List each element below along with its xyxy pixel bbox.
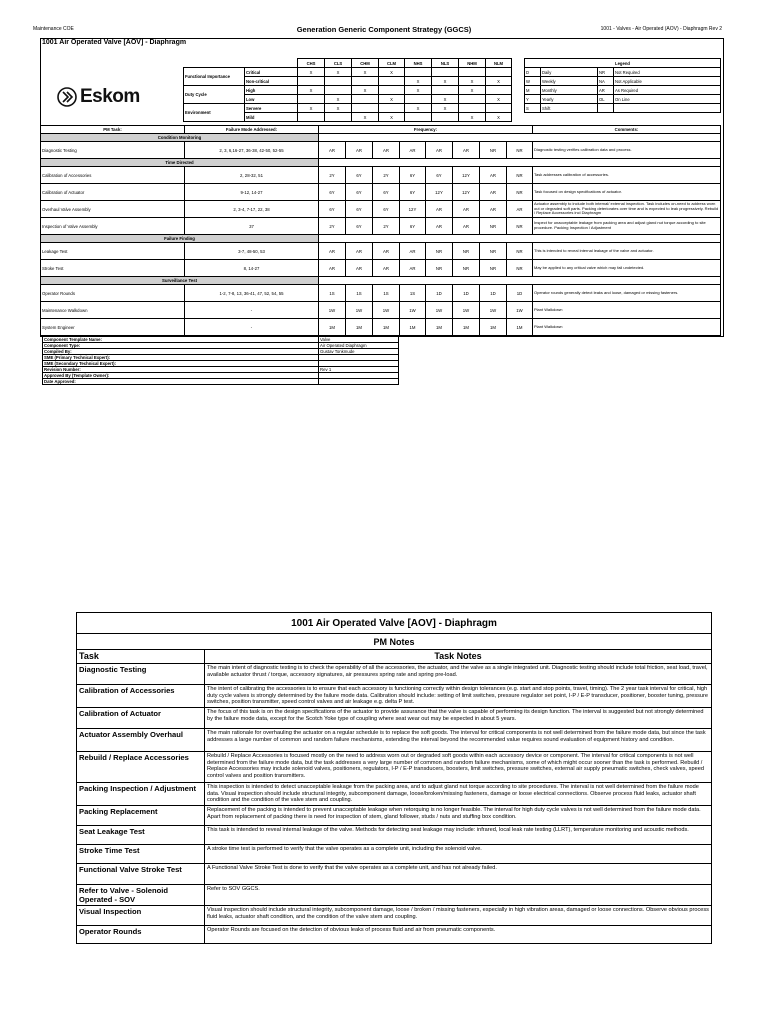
notes-col-notes: Task Notes bbox=[205, 650, 712, 664]
legend-cell: OL bbox=[598, 95, 614, 104]
criteria-mark bbox=[352, 95, 379, 104]
info-label: Approved By (Template Owner): bbox=[43, 373, 319, 379]
notes-task: Packing Inspection / Adjustment bbox=[77, 783, 205, 806]
legend-cell: NA bbox=[598, 77, 614, 86]
criteria-mark bbox=[325, 86, 352, 95]
notes-row bbox=[77, 885, 712, 906]
notes-subtitle: PM Notes bbox=[77, 634, 712, 650]
criteria-mark: X bbox=[405, 104, 432, 113]
notes-text: Visual inspection should include structural integrity, subcomponent damage, loose / broken / missing fasteners, especially in high vibration areas, damaged or loose connections. Observe obvious process fluid leaks, actuator shaft condition, and the condition of the valve stem and coupling. bbox=[205, 906, 712, 926]
frequency-cell: AR bbox=[426, 218, 453, 235]
info-label: Component Type: bbox=[43, 343, 319, 349]
legend-cell: NR bbox=[598, 68, 614, 77]
notes-col-task: Task bbox=[77, 650, 205, 664]
criteria-mark bbox=[379, 104, 405, 113]
frequency-cell: NR bbox=[507, 243, 533, 260]
task-row bbox=[41, 184, 721, 201]
criteria-table bbox=[183, 58, 512, 122]
task-comment: Plant Walkdown bbox=[533, 302, 721, 319]
frequency-cell: 6Y bbox=[400, 167, 426, 184]
frequency-cell: 12Y bbox=[453, 167, 480, 184]
frequency-cell: 1M bbox=[426, 319, 453, 336]
notes-text: This task is intended to reveal internal leakage of the valve. Methods for detecting seat leakage may include: infrared, local leak rate testing (LLRT), temperature monitoring and acoustic methods. bbox=[205, 826, 712, 845]
frequency-cell: 1M bbox=[400, 319, 426, 336]
criteria-mark: X bbox=[459, 113, 486, 122]
criteria-mark: X bbox=[379, 113, 405, 122]
task-name: Operator Rounds bbox=[41, 285, 185, 302]
template-info-table bbox=[42, 336, 399, 385]
criteria-mark: X bbox=[352, 113, 379, 122]
criteria-mark bbox=[379, 77, 405, 86]
frequency-cell: 1D bbox=[507, 285, 533, 302]
frequency-cell: 1W bbox=[507, 302, 533, 319]
failure-modes: 1-2, 7-8, 13, 36-41, 47, 52, 54, 55 bbox=[185, 285, 319, 302]
notes-text: The main rationale for overhauling the actuator on a regular schedule is to replace the soft goods. The interval for critical components is not well determined from the failure mode data, but since the task addresses a large number of common and random failure mechanisms, extending the interval beyond the recommended value requires sound evaluation of equipment history and condition. bbox=[205, 729, 712, 752]
frequency-cell: 12Y bbox=[426, 184, 453, 201]
notes-task: Seat Leakage Test bbox=[77, 826, 205, 845]
frequency-cell: 1M bbox=[453, 319, 480, 336]
legend-cell bbox=[614, 104, 721, 113]
criteria-mark bbox=[486, 86, 512, 95]
frequency-cell: 1W bbox=[426, 302, 453, 319]
criteria-mark bbox=[486, 68, 512, 77]
failure-modes: - bbox=[185, 302, 319, 319]
station-header: NLS bbox=[432, 59, 459, 68]
task-row bbox=[41, 201, 721, 218]
frequency-cell: NR bbox=[480, 218, 507, 235]
frequency-cell: AR bbox=[400, 243, 426, 260]
criteria-mark bbox=[432, 68, 459, 77]
notes-text: Rebuild / Replace Accessories is focused mostly on the need to address worn out or degraded soft goods within each accessory device or component. The interval for critical components is not well determined from the failure mode data, but the task addresses a very large number of common and random failure mechanisms, some of which might occur sooner than the task is performed. Rebuild / Replace Accessories may include solenoid valves, positioners, regulators, I-P / E-P transducers, boosters, limit switches, pressure switches, external air supply pneumatic switches, check valves, speed control valves and position transmitters. bbox=[205, 752, 712, 783]
criteria-mark bbox=[325, 77, 352, 86]
frequency-cell: AR bbox=[373, 142, 400, 159]
task-name: Calibration of Accessories bbox=[41, 167, 185, 184]
task-comment: Actuator assembly to include both internal/ external inspection. Task includes on-need to address worn out or degraded soft parts. Packing deteriorates over time and is expected to leak progressively. Rebuild / Replace Accessories incl Diaphragm bbox=[533, 201, 721, 218]
frequency-cell: NR bbox=[507, 142, 533, 159]
notes-text: A Functional Valve Stroke Test is done to verify that the valve operates as a complete unit, and has not already failed. bbox=[205, 864, 712, 885]
frequency-cell: NR bbox=[480, 243, 507, 260]
criteria-mark: X bbox=[432, 104, 459, 113]
notes-task: Visual Inspection bbox=[77, 906, 205, 926]
frequency-cell: AR bbox=[346, 243, 373, 260]
eskom-emblem-icon bbox=[57, 87, 77, 107]
info-label: Date Approved: bbox=[43, 379, 319, 385]
frequency-cell: NR bbox=[426, 243, 453, 260]
info-label: Revision Number: bbox=[43, 367, 319, 373]
legend-cell: Monthly bbox=[541, 86, 598, 95]
frequency-cell: 6Y bbox=[346, 184, 373, 201]
section-header: Condition Monitoring bbox=[41, 134, 319, 142]
task-comment: This is intended to reveal internal leakage of the valve and actuator. bbox=[533, 243, 721, 260]
info-value: Air Operated Diaphragm bbox=[319, 343, 399, 349]
criteria-mark: X bbox=[432, 95, 459, 104]
info-value: Valve bbox=[319, 337, 399, 343]
frequency-cell: 1M bbox=[319, 319, 346, 336]
criteria-mark: X bbox=[298, 86, 325, 95]
frequency-cell: 1W bbox=[480, 302, 507, 319]
criteria-mark bbox=[298, 77, 325, 86]
criteria-blank bbox=[184, 59, 298, 68]
criteria-mark bbox=[459, 95, 486, 104]
task-name: Leakage Test bbox=[41, 243, 185, 260]
notes-text: The focus of this task is on the design specifications of the actuator to provide assurance that the valve is capable of performing its design function. The interval is suggested but not strongly determined by the failure mode data, except for the Scotch Yoke type of coupling where seat wear out may be expected in about 5 years. bbox=[205, 708, 712, 729]
task-row bbox=[41, 319, 721, 336]
task-row bbox=[41, 302, 721, 319]
pm-task-table bbox=[40, 125, 721, 336]
failure-modes: 2, 3, 6,16-27, 36-38, 42-50, 52-55 bbox=[185, 142, 319, 159]
legend-cell: D bbox=[525, 68, 541, 77]
legend-table bbox=[524, 58, 721, 113]
station-header: NHM bbox=[459, 59, 486, 68]
frequency-cell: 2Y bbox=[319, 167, 346, 184]
notes-task: Rebuild / Replace Accessories bbox=[77, 752, 205, 783]
criteria-level: Critical bbox=[245, 68, 298, 77]
frequency-cell: 1M bbox=[507, 319, 533, 336]
frequency-cell: 1S bbox=[400, 285, 426, 302]
frequency-cell: AR bbox=[426, 142, 453, 159]
section-spacer bbox=[319, 277, 721, 285]
legend-cell: S bbox=[525, 104, 541, 113]
frequency-cell: AR bbox=[480, 184, 507, 201]
frequency-cell: 6Y bbox=[319, 184, 346, 201]
frequency-cell: 1M bbox=[480, 319, 507, 336]
criteria-mark: X bbox=[379, 68, 405, 77]
criteria-mark bbox=[325, 113, 352, 122]
legend-cell: Y bbox=[525, 95, 541, 104]
info-label: SME (Secondary Technical Expert): bbox=[43, 361, 319, 367]
criteria-mark bbox=[298, 113, 325, 122]
notes-row bbox=[77, 752, 712, 783]
criteria-mark bbox=[432, 86, 459, 95]
frequency-cell: NR bbox=[507, 260, 533, 277]
station-header: CHS bbox=[298, 59, 325, 68]
section-spacer bbox=[319, 134, 721, 142]
frequency-cell: 1S bbox=[346, 285, 373, 302]
frequency-cell: 1W bbox=[346, 302, 373, 319]
criteria-mark: X bbox=[379, 95, 405, 104]
criteria-mark: X bbox=[352, 68, 379, 77]
eskom-logo bbox=[57, 86, 140, 108]
frequency-cell: 1S bbox=[373, 285, 400, 302]
notes-row bbox=[77, 864, 712, 885]
notes-row bbox=[77, 708, 712, 729]
failure-modes: 2, 28-32, 51 bbox=[185, 167, 319, 184]
info-label: SME (Primary Technical Expert): bbox=[43, 355, 319, 361]
info-label: Compiled By: bbox=[43, 349, 319, 355]
criteria-mark: X bbox=[325, 68, 352, 77]
frequency-cell: AR bbox=[453, 218, 480, 235]
notes-row bbox=[77, 845, 712, 864]
frequency-cell: 1S bbox=[319, 285, 346, 302]
frequency-cell: 1W bbox=[373, 302, 400, 319]
frequency-cell: 1M bbox=[346, 319, 373, 336]
criteria-mark: X bbox=[432, 77, 459, 86]
notes-task: Functional Valve Stroke Test bbox=[77, 864, 205, 885]
frequency-cell: NR bbox=[480, 260, 507, 277]
station-header: CHM bbox=[352, 59, 379, 68]
frequency-cell: NR bbox=[480, 142, 507, 159]
section-header: Failure Finding bbox=[41, 235, 319, 243]
frequency-cell: 6Y bbox=[319, 201, 346, 218]
frequency-cell: AR bbox=[507, 201, 533, 218]
legend-cell: Weekly bbox=[541, 77, 598, 86]
failure-modes: - bbox=[185, 319, 319, 336]
notes-task: Packing Replacement bbox=[77, 806, 205, 826]
failure-modes: 8, 14-27 bbox=[185, 260, 319, 277]
notes-row bbox=[77, 926, 712, 944]
failure-modes: 37 bbox=[185, 218, 319, 235]
legend-cell: Shift bbox=[541, 104, 598, 113]
frequency-cell: 1W bbox=[453, 302, 480, 319]
frequency-cell: 1D bbox=[426, 285, 453, 302]
criteria-mark: X bbox=[405, 86, 432, 95]
task-name: Overhaul Valve Assembly bbox=[41, 201, 185, 218]
info-label: Component Template Name: bbox=[43, 337, 319, 343]
frequency-cell: AR bbox=[400, 260, 426, 277]
notes-task: Operator Rounds bbox=[77, 926, 205, 944]
failure-modes: 2, 3-4, 7-17, 22, 38 bbox=[185, 201, 319, 218]
header-pm-task: PM Task: bbox=[41, 126, 185, 134]
criteria-group: Environment bbox=[184, 104, 245, 122]
frequency-cell: AR bbox=[453, 142, 480, 159]
frequency-cell: NR bbox=[507, 167, 533, 184]
frequency-cell: AR bbox=[319, 260, 346, 277]
frequency-cell: 1W bbox=[319, 302, 346, 319]
criteria-level: Non-critical bbox=[245, 77, 298, 86]
notes-text: The main intent of diagnostic testing is to check the operability of all the accessories, the actuator, and the valve as a single integrated unit. Diagnostic testing should include total friction, seat load, travel, available actuator thrust / torque, accessory signatures, air pressures spring rate and spring pre-load. bbox=[205, 664, 712, 685]
section-header: Time Directed bbox=[41, 159, 319, 167]
task-name: Calibration of Actuator bbox=[41, 184, 185, 201]
criteria-mark bbox=[486, 104, 512, 113]
frequency-cell: 1D bbox=[453, 285, 480, 302]
notes-text: A stroke time test is performed to verify that the valve operates as a complete unit, including the solenoid valve. bbox=[205, 845, 712, 864]
notes-row bbox=[77, 783, 712, 806]
frequency-cell: AR bbox=[373, 243, 400, 260]
station-header: CLM bbox=[379, 59, 405, 68]
notes-row bbox=[77, 906, 712, 926]
criteria-level: Low bbox=[245, 95, 298, 104]
frequency-cell: 2Y bbox=[319, 218, 346, 235]
frequency-cell: 2Y bbox=[373, 167, 400, 184]
task-comment: Plant Walkdown bbox=[533, 319, 721, 336]
legend-cell: AR bbox=[598, 86, 614, 95]
header-failure-mode: Failure Mode Addressed: bbox=[185, 126, 319, 134]
legend-cell: As Required bbox=[614, 86, 721, 95]
task-name: Inspection of Valve Assembly bbox=[41, 218, 185, 235]
notes-row bbox=[77, 806, 712, 826]
criteria-mark: X bbox=[325, 95, 352, 104]
frequency-cell: NR bbox=[507, 218, 533, 235]
frequency-cell: 12Y bbox=[453, 184, 480, 201]
notes-row bbox=[77, 826, 712, 845]
info-value: Rev 1 bbox=[319, 367, 399, 373]
frequency-cell: AR bbox=[319, 243, 346, 260]
legend-cell: Yearly bbox=[541, 95, 598, 104]
frequency-cell: 1D bbox=[480, 285, 507, 302]
section-spacer bbox=[319, 159, 721, 167]
criteria-group: Duty Cycle bbox=[184, 86, 245, 104]
frequency-cell: 6Y bbox=[400, 218, 426, 235]
sheet-title: 1001 Air Operated Valve [AOV] - Diaphragm bbox=[42, 39, 187, 46]
task-row bbox=[41, 260, 721, 277]
frequency-cell: 2Y bbox=[373, 218, 400, 235]
section-header: Surveillance Test bbox=[41, 277, 319, 285]
criteria-mark bbox=[405, 68, 432, 77]
frequency-cell: AR bbox=[480, 167, 507, 184]
criteria-mark: X bbox=[486, 95, 512, 104]
task-name: Stroke Test bbox=[41, 260, 185, 277]
frequency-cell: 6Y bbox=[426, 167, 453, 184]
task-row bbox=[41, 285, 721, 302]
legend-cell: M bbox=[525, 86, 541, 95]
notes-task: Calibration of Accessories bbox=[77, 685, 205, 708]
criteria-mark bbox=[405, 113, 432, 122]
criteria-group: Functional Importance bbox=[184, 68, 245, 86]
station-header: NHS bbox=[405, 59, 432, 68]
header-right: 1001 - Valves - Air Operated (AOV) - Diaphragm Rev 2 bbox=[600, 26, 722, 32]
frequency-cell: AR bbox=[480, 201, 507, 218]
frequency-cell: AR bbox=[453, 201, 480, 218]
pm-notes-table bbox=[76, 612, 712, 944]
frequency-cell: NR bbox=[426, 260, 453, 277]
frequency-cell: 6Y bbox=[346, 167, 373, 184]
logo-text: Eskom bbox=[80, 86, 140, 107]
notes-row bbox=[77, 664, 712, 685]
criteria-mark bbox=[432, 113, 459, 122]
section-spacer bbox=[319, 235, 721, 243]
notes-task: Calibration of Actuator bbox=[77, 708, 205, 729]
frequency-cell: 1M bbox=[373, 319, 400, 336]
frequency-cell: AR bbox=[346, 260, 373, 277]
notes-task: Refer to Valve - Solenoid Operated - SOV bbox=[77, 885, 205, 906]
frequency-cell: 6Y bbox=[373, 184, 400, 201]
notes-task: Diagnostic Testing bbox=[77, 664, 205, 685]
criteria-mark bbox=[298, 95, 325, 104]
frequency-cell: 6Y bbox=[373, 201, 400, 218]
task-comment: May be applied to any critical valve which may fail undetected. bbox=[533, 260, 721, 277]
criteria-mark: X bbox=[486, 113, 512, 122]
task-comment: Diagnostic testing verifies calibration data and process. bbox=[533, 142, 721, 159]
frequency-cell: 12Y bbox=[400, 201, 426, 218]
notes-text: The intent of calibrating the accessories is to ensure that each accessory is functioning correctly within design tolerances (e.g. start and stop points, travel, timing). The 2 year task interval for critical, high duty cycle valves is strongly determined by the failure mode data. Calibration should include: setting of limit switches, pressure regulator set point, I-P / E-P transducer, positioner, booster tuning, pressure switches, position transmitter, speed control valves and air leakage e.g. delta P test. bbox=[205, 685, 712, 708]
frequency-cell: NR bbox=[453, 260, 480, 277]
criteria-mark: X bbox=[325, 104, 352, 113]
criteria-mark bbox=[352, 77, 379, 86]
task-row bbox=[41, 243, 721, 260]
task-name: System Engineer bbox=[41, 319, 185, 336]
legend-cell: On Line bbox=[614, 95, 721, 104]
task-comment: Task addresses calibration of accessories. bbox=[533, 167, 721, 184]
criteria-mark bbox=[352, 104, 379, 113]
criteria-level: Servere bbox=[245, 104, 298, 113]
info-value: Gustav Tonkmude bbox=[319, 349, 399, 355]
criteria-mark: X bbox=[459, 86, 486, 95]
station-header: CLS bbox=[325, 59, 352, 68]
criteria-mark bbox=[405, 95, 432, 104]
task-name: Maintenance Walkdown bbox=[41, 302, 185, 319]
info-value bbox=[319, 379, 399, 385]
criteria-mark bbox=[459, 104, 486, 113]
frequency-cell: 6Y bbox=[346, 201, 373, 218]
criteria-mark bbox=[379, 86, 405, 95]
criteria-mark bbox=[459, 68, 486, 77]
criteria-level: Mild bbox=[245, 113, 298, 122]
station-header: NLM bbox=[486, 59, 512, 68]
legend-cell bbox=[598, 104, 614, 113]
frequency-cell: AR bbox=[400, 142, 426, 159]
frequency-cell: AR bbox=[346, 142, 373, 159]
legend-cell: Not Applicable bbox=[614, 77, 721, 86]
frequency-cell: NR bbox=[453, 243, 480, 260]
failure-modes: 9-12, 14-27 bbox=[185, 184, 319, 201]
criteria-level: High bbox=[245, 86, 298, 95]
failure-modes: 3-7, 48-50, 53 bbox=[185, 243, 319, 260]
task-row bbox=[41, 142, 721, 159]
frequency-cell: AR bbox=[319, 142, 346, 159]
notes-task: Actuator Assembly Overhaul bbox=[77, 729, 205, 752]
header-frequency: Frequency: bbox=[319, 126, 533, 134]
legend-cell: Not Required bbox=[614, 68, 721, 77]
notes-title: 1001 Air Operated Valve [AOV] - Diaphragm bbox=[77, 613, 712, 634]
notes-text: This inspection is intended to detect unacceptable leakage from the packing area, and to adjust gland nut torque according to site procedures. The interval is not well determined from the failure mode data. Visual inspection should include structural integrity, subcomponent damage, loose/broken/missing fasteners, damage or loose electrical connections. Observe process fluid leaks, actuator shaft condition and the condition of the valve stem and coupling. bbox=[205, 783, 712, 806]
task-comment: Inspect for unacceptable leakage from packing area and adjust gland nut torque according to site procedure. Packing Inspection / Adjustment bbox=[533, 218, 721, 235]
criteria-mark: X bbox=[486, 77, 512, 86]
document-title: Generation Generic Component Strategy (GGCS) bbox=[296, 25, 472, 34]
criteria-mark: X bbox=[459, 77, 486, 86]
header-left: Maintenance COE bbox=[33, 26, 74, 32]
task-comment: Task focused on design specifications of actuator. bbox=[533, 184, 721, 201]
frequency-cell: 6Y bbox=[400, 184, 426, 201]
header-comments: Comments: bbox=[533, 126, 721, 134]
criteria-mark: X bbox=[298, 68, 325, 77]
criteria-mark: X bbox=[352, 86, 379, 95]
notes-text: Replacement of the packing is intended to prevent unacceptable leakage when retorquing is no longer feasible. The interval for high duty cycle valves is not well determined from the failure mode data. Apart from replacement of packing there is need for inspection of stem, gland follower, studs / nuts and stuffing box condition. bbox=[205, 806, 712, 826]
legend-cell: W bbox=[525, 77, 541, 86]
notes-row bbox=[77, 729, 712, 752]
criteria-mark: X bbox=[405, 77, 432, 86]
task-comment: Operator rounds generally detect leaks and loose, damaged or missing fasteners. bbox=[533, 285, 721, 302]
task-name: Diagnostic Testing bbox=[41, 142, 185, 159]
frequency-cell: 1W bbox=[400, 302, 426, 319]
notes-text: Refer to SOV GGCS. bbox=[205, 885, 712, 906]
frequency-cell: AR bbox=[373, 260, 400, 277]
frequency-cell: 6Y bbox=[346, 218, 373, 235]
notes-task: Stroke Time Test bbox=[77, 845, 205, 864]
criteria-mark: X bbox=[298, 104, 325, 113]
notes-row bbox=[77, 685, 712, 708]
notes-text: Operator Rounds are focused on the detection of obvious leaks of process fluid and air from pneumatic components. bbox=[205, 926, 712, 944]
frequency-cell: NR bbox=[507, 184, 533, 201]
legend-title: Legend bbox=[525, 59, 721, 68]
task-row bbox=[41, 218, 721, 235]
legend-cell: Daily bbox=[541, 68, 598, 77]
frequency-cell: AR bbox=[426, 201, 453, 218]
task-row bbox=[41, 167, 721, 184]
